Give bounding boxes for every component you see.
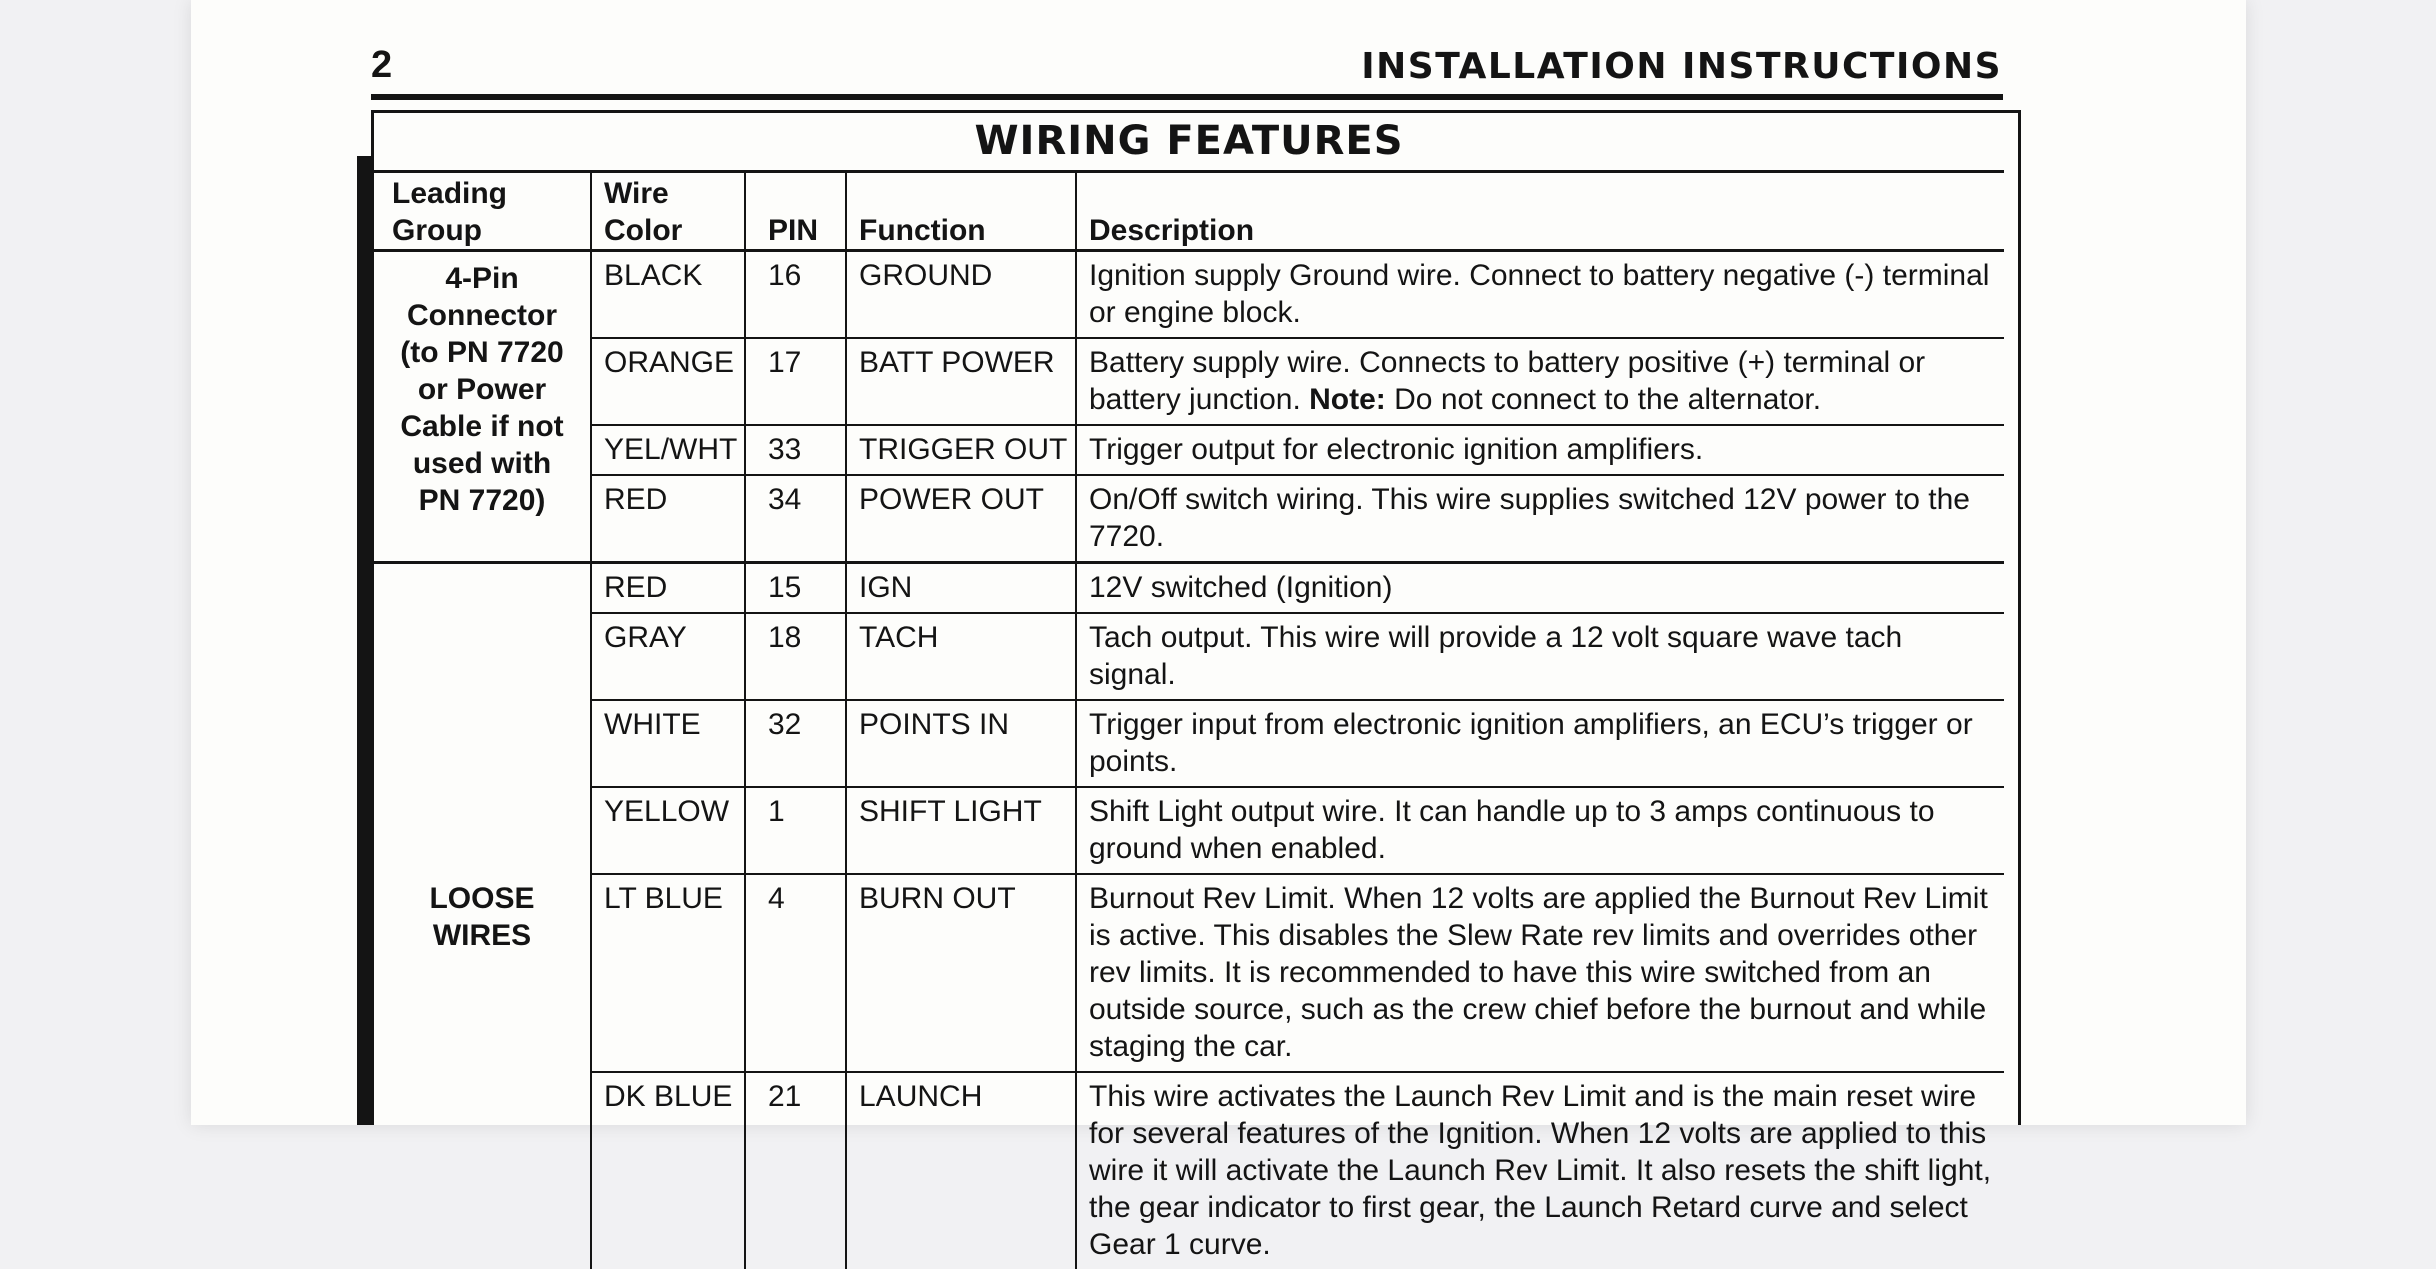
table-row	[374, 1072, 2004, 1269]
description-cell: Shift Light output wire. It can handle up to 3 amps continuous to ground when enabled.	[1076, 787, 2004, 874]
header-function: Function	[846, 173, 1076, 251]
header-description: Description	[1076, 173, 2004, 251]
pin-cell: 17	[745, 338, 846, 425]
wire-color-cell: YELLOW	[591, 787, 745, 874]
wire-color-cell: GRAY	[591, 613, 745, 700]
table-side-bar	[357, 156, 371, 1125]
document-page	[191, 0, 2246, 1125]
description-cell: Burnout Rev Limit. When 12 volts are applied the Burnout Rev Limit is active. This disables the Slew Rate rev limits and overrides other rev limits. It is recommended to have this wire switched from an outside source, such as the crew chief before the burnout and while staging the car.	[1076, 874, 2004, 1072]
description-cell	[1076, 338, 2004, 425]
pin-cell: 34	[745, 475, 846, 563]
pin-cell: 18	[745, 613, 846, 700]
description-cell: On/Off switch wiring. This wire supplies switched 12V power to the 7720.	[1076, 475, 2004, 563]
wire-color-cell: WHITE	[591, 700, 745, 787]
description-cell: 12V switched (Ignition)	[1076, 563, 2004, 614]
pin-cell: 21	[745, 1072, 846, 1269]
description-cell: Trigger input from electronic ignition amplifiers, an ECU’s trigger or points.	[1076, 700, 2004, 787]
function-cell: BURN OUT	[846, 874, 1076, 1072]
table-row	[374, 338, 2004, 425]
wire-color-cell: RED	[591, 475, 745, 563]
table-row	[374, 613, 2004, 700]
table-header-row	[374, 173, 2004, 251]
function-cell: GROUND	[846, 251, 1076, 339]
header-leading-group: Leading Group	[374, 173, 591, 251]
wire-color-cell: DK BLUE	[591, 1072, 745, 1269]
description-cell: Tach output. This wire will provide a 12 volt square wave tach signal.	[1076, 613, 2004, 700]
description-cell: Trigger output for electronic ignition amplifiers.	[1076, 425, 2004, 475]
pin-cell: 15	[745, 563, 846, 614]
table-row	[374, 475, 2004, 563]
description-cell: Ignition supply Ground wire. Connect to battery negative (-) terminal or engine block.	[1076, 251, 2004, 339]
function-cell: POINTS IN	[846, 700, 1076, 787]
note-text: Do not connect to the alternator.	[1394, 383, 1821, 416]
header-rule	[371, 94, 2003, 100]
function-cell: BATT POWER	[846, 338, 1076, 425]
note-label: Note:	[1309, 383, 1386, 416]
table-row	[374, 563, 2004, 614]
description-text: Battery supply wire. Connects to battery positive (+) terminal or battery junction.	[1089, 346, 1925, 416]
function-cell: SHIFT LIGHT	[846, 787, 1076, 874]
wire-color-cell: ORANGE	[591, 338, 745, 425]
pin-cell: 16	[745, 251, 846, 339]
table-row	[374, 251, 2004, 339]
page-number: 2	[371, 44, 393, 87]
function-cell: POWER OUT	[846, 475, 1076, 563]
pin-cell: 1	[745, 787, 846, 874]
section-title: INSTALLATION INSTRUCTIONS	[1361, 46, 2002, 87]
function-cell: TRIGGER OUT	[846, 425, 1076, 475]
table-title: WIRING FEATURES	[374, 112, 2004, 173]
table-row	[374, 425, 2004, 475]
table-row	[374, 874, 2004, 1072]
description-cell: This wire activates the Launch Rev Limit and is the main reset wire for several features of the Ignition. When 12 volts are applied to this wire it will activate the Launch Rev Limit. It also resets the shift light, the gear indicator to first gear, the Launch Retard curve and select Gear 1 curve.	[1076, 1072, 2004, 1269]
wire-color-cell: YEL/WHT	[591, 425, 745, 475]
pin-cell: 32	[745, 700, 846, 787]
header-pin: PIN	[745, 173, 846, 251]
pin-cell: 4	[745, 874, 846, 1072]
wiring-features-table	[374, 173, 2004, 1269]
wire-color-cell: RED	[591, 563, 745, 614]
wire-color-cell: BLACK	[591, 251, 745, 339]
function-cell: LAUNCH	[846, 1072, 1076, 1269]
leading-group-cell: 4-Pin Connector (to PN 7720 or Power Cable if not used with PN 7720)	[374, 251, 591, 563]
wire-color-cell: LT BLUE	[591, 874, 745, 1072]
function-cell: IGN	[846, 563, 1076, 614]
leading-group-cell: LOOSE WIRES	[374, 563, 591, 1269]
header-wire-color: Wire Color	[591, 173, 745, 251]
pin-cell: 33	[745, 425, 846, 475]
table-row	[374, 700, 2004, 787]
function-cell: TACH	[846, 613, 1076, 700]
table-row	[374, 787, 2004, 874]
